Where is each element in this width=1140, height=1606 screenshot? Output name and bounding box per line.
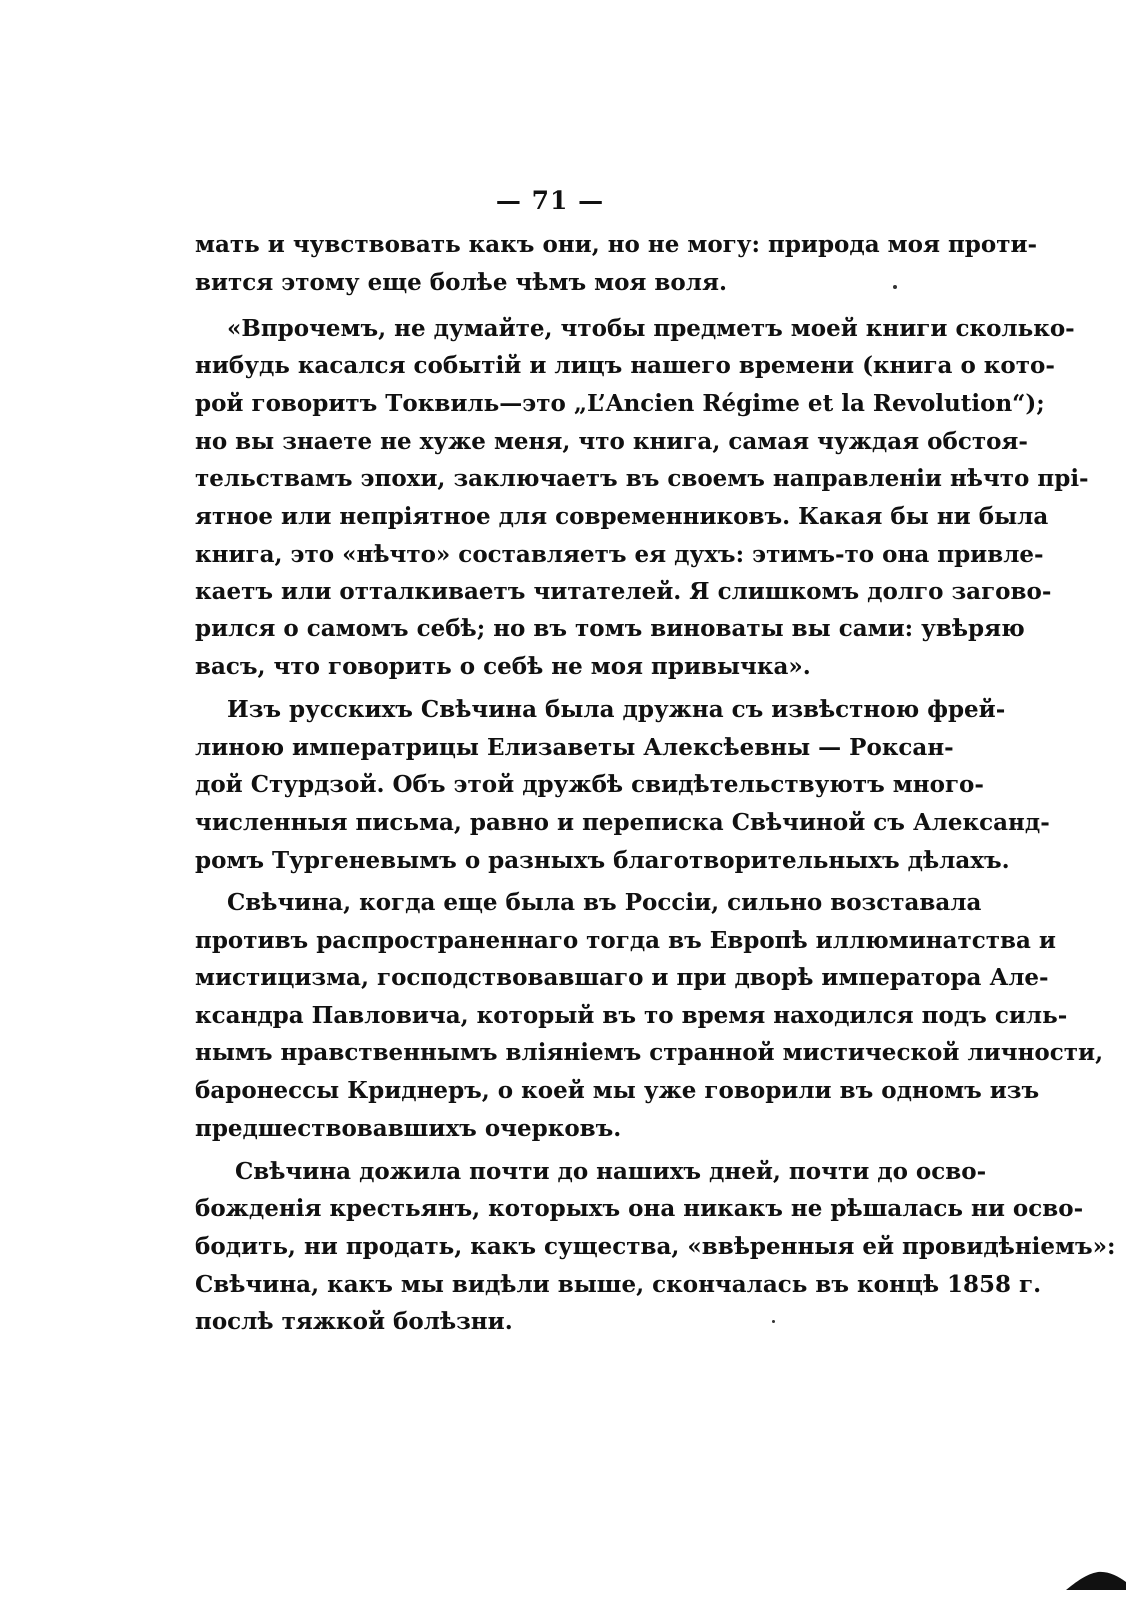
text-line: противъ распространеннаго тогда въ Европѣ иллюминатства и (195, 927, 1056, 954)
text-line: численныя письма, равно и переписка Свѣчиной съ Александ- (195, 809, 1050, 836)
text-line: ромъ Тургеневымъ о разныхъ благотворительныхъ дѣлахъ. (195, 847, 1010, 874)
text-line: мистицизма, господствовавшаго и при дворѣ императора Але- (195, 964, 1049, 991)
text-line: дой Стурдзой. Объ этой дружбѣ свидѣтельствуютъ много- (195, 771, 984, 798)
text-line: линою императрицы Елизаветы Алексѣевны — Роксан- (195, 734, 954, 761)
page-number: — 71 — (495, 186, 605, 215)
text-line: каетъ или отталкиваетъ читателей. Я слишкомъ долго загово- (195, 578, 1052, 605)
text-line: послѣ тяжкой болѣзни. (195, 1308, 513, 1335)
text-line: предшествовавшихъ очерковъ. (195, 1115, 622, 1142)
text-line: рой говоритъ Токвиль—это „L’Ancien Régime et la Revolution“); (195, 390, 1045, 417)
text-line: ксандра Павловича, который въ то время находился подъ силь- (195, 1002, 1068, 1029)
text-line: Изъ русскихъ Свѣчина была дружна съ извѣстною фрей- (227, 696, 1006, 723)
text-line: божденія крестьянъ, которыхъ она никакъ не рѣшалась ни осво- (195, 1195, 1084, 1222)
text-line: но вы знаете не хуже меня, что книга, самая чуждая обстоя- (195, 428, 1028, 455)
text-line: бодить, ни продать, какъ существа, «ввѣренныя ей провидѣніемъ»: (195, 1233, 1116, 1260)
text-line: васъ, что говорить о себѣ не моя привычка». (195, 653, 811, 680)
text-line: мать и чувствовать какъ они, но не могу: природа моя проти- (195, 231, 1038, 258)
text-line: ятное или непріятное для современниковъ. Какая бы ни была (195, 503, 1049, 530)
text-line: книга, это «нѣчто» составляетъ ея духъ: этимъ-то она привле- (195, 541, 1044, 568)
text-line: вится этому еще болѣе чѣмъ моя воля. (195, 269, 727, 296)
text-line: нымъ нравственнымъ вліяніемъ странной мистической личности, (195, 1039, 1104, 1066)
page-ornament-icon (1066, 1568, 1126, 1590)
text-line: тельствамъ эпохи, заключаетъ въ своемъ направленіи нѣчто прі- (195, 465, 1089, 492)
text-line: рился о самомъ себѣ; но въ томъ виноваты вы сами: увѣряю (195, 615, 1025, 642)
text-line: нибудь касался событій и лицъ нашего времени (книга о кото- (195, 352, 1055, 379)
text-line: Свѣчина дожила почти до нашихъ дней, почти до осво- (235, 1158, 987, 1185)
text-line: Свѣчина, какъ мы видѣли выше, скончалась въ концѣ 1858 г. (195, 1271, 1042, 1298)
text-line: Свѣчина, когда еще была въ Россіи, сильно возставала (227, 889, 982, 916)
text-line: баронессы Криднеръ, о коей мы уже говорили въ одномъ изъ (195, 1077, 1040, 1104)
speck-mark (893, 285, 897, 289)
speck-mark (772, 1320, 775, 1323)
text-line: «Впрочемъ, не думайте, чтобы предметъ моей книги сколько- (227, 315, 1075, 342)
